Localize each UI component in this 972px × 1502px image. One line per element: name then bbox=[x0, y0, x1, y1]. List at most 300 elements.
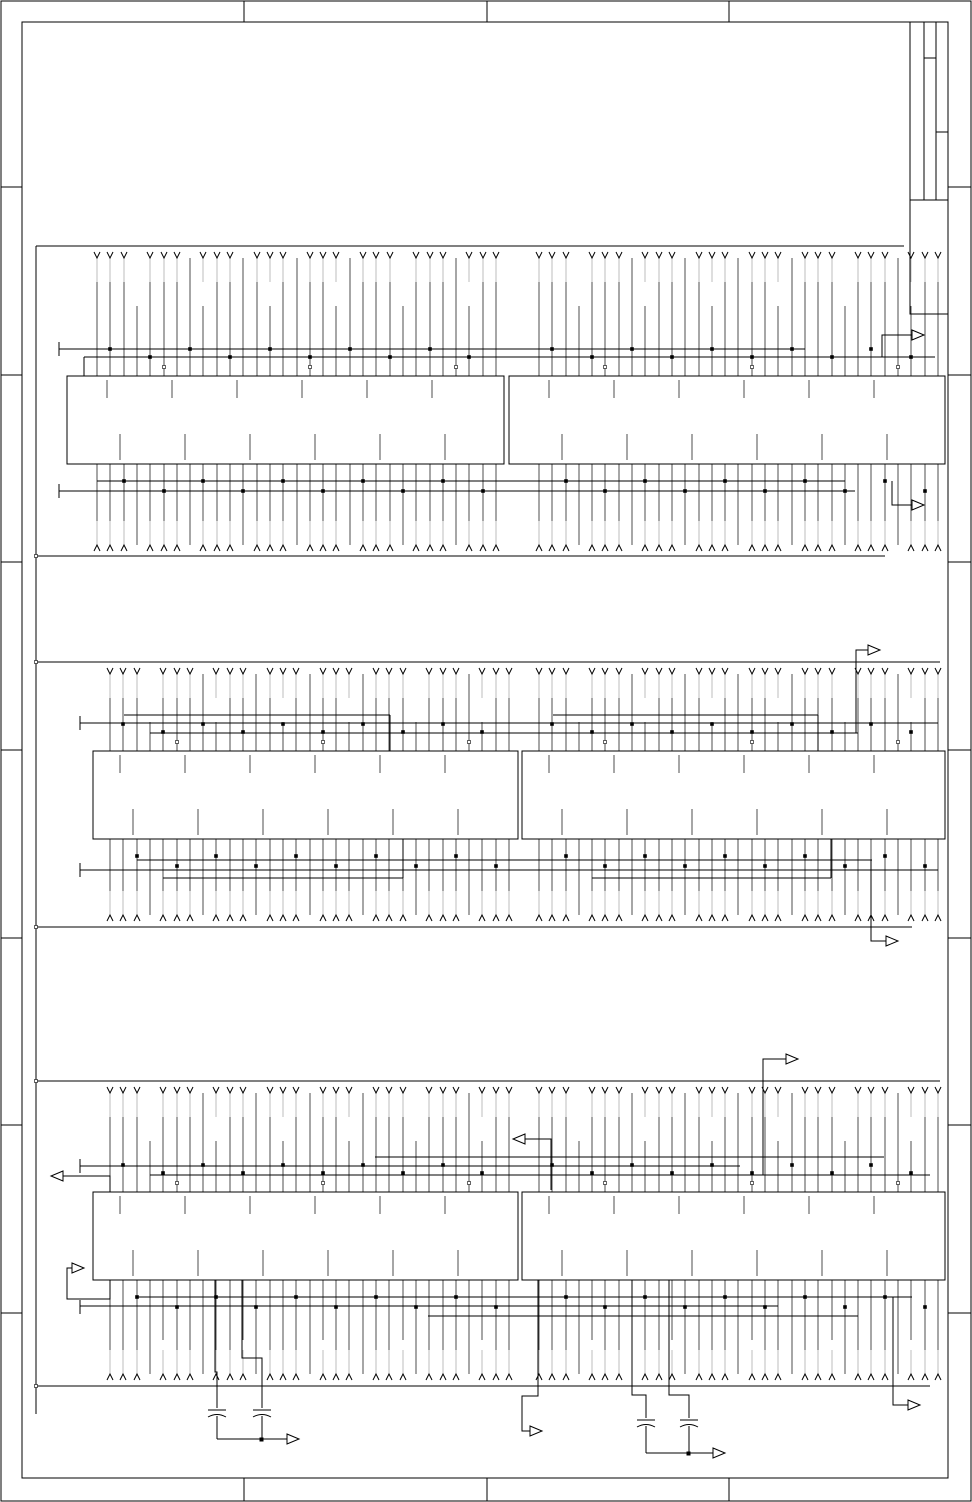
bus-tap bbox=[400, 915, 406, 921]
bus-tap bbox=[161, 545, 167, 551]
bus-tap bbox=[815, 545, 821, 551]
bus-tap bbox=[254, 252, 260, 258]
offpage-arrow-12 bbox=[646, 1448, 725, 1458]
bus-tap bbox=[107, 915, 113, 921]
bus-tap bbox=[280, 1087, 286, 1093]
bus-tap bbox=[267, 1087, 273, 1093]
junction-dot bbox=[282, 1164, 285, 1167]
junction-dot bbox=[591, 1172, 594, 1175]
bus-tap bbox=[426, 915, 432, 921]
bus-tap bbox=[506, 1087, 512, 1093]
junction-dot bbox=[389, 356, 392, 359]
junction-dot bbox=[910, 356, 913, 359]
junction-dot bbox=[684, 1306, 687, 1309]
bus-tap bbox=[227, 915, 233, 921]
bus-tap bbox=[709, 545, 715, 551]
bus-tap bbox=[563, 1087, 569, 1093]
bus-tap bbox=[453, 915, 459, 921]
module-row-3-left bbox=[93, 1192, 518, 1280]
bus-tap bbox=[749, 668, 755, 674]
bus-tap bbox=[120, 1087, 126, 1093]
junction-dot bbox=[322, 731, 325, 734]
bus-tap bbox=[413, 252, 419, 258]
bus-tap bbox=[656, 668, 662, 674]
bus-tap bbox=[549, 545, 555, 551]
junction-dot bbox=[684, 490, 687, 493]
bus-tap bbox=[762, 545, 768, 551]
junction-dot bbox=[229, 356, 232, 359]
junction-dot bbox=[322, 1182, 325, 1185]
offpage-arrow-8 bbox=[67, 1263, 110, 1299]
bus-tap bbox=[320, 1374, 326, 1380]
bus-tap bbox=[549, 915, 555, 921]
bus-tap bbox=[387, 252, 393, 258]
bus-tap bbox=[802, 545, 808, 551]
bus-tap bbox=[602, 252, 608, 258]
bus-tap bbox=[642, 915, 648, 921]
junction-dot bbox=[711, 723, 714, 726]
zone-ticks-left bbox=[1, 187, 22, 1313]
bus-tap bbox=[386, 1374, 392, 1380]
junction-dot bbox=[442, 480, 445, 483]
bus-tap bbox=[749, 252, 755, 258]
junction-dot bbox=[468, 741, 471, 744]
bus-tap bbox=[426, 668, 432, 674]
bus-tap bbox=[882, 1374, 888, 1380]
bus-tap bbox=[855, 1087, 861, 1093]
junction-dot bbox=[751, 1182, 754, 1185]
bus-tap bbox=[267, 252, 273, 258]
bus-tap bbox=[373, 252, 379, 258]
bus-tap bbox=[373, 1087, 379, 1093]
offpage-arrow-3 bbox=[856, 645, 880, 733]
bus-tap bbox=[373, 915, 379, 921]
bus-tap bbox=[161, 252, 167, 258]
junction-dot bbox=[149, 356, 152, 359]
junction-dot bbox=[495, 1306, 498, 1309]
bus-tap bbox=[107, 1374, 113, 1380]
bus-tap bbox=[669, 545, 675, 551]
junction-dot bbox=[870, 723, 873, 726]
bus-tap bbox=[466, 545, 472, 551]
bus-tap bbox=[922, 1087, 928, 1093]
junction-dot bbox=[897, 741, 900, 744]
bus-tap bbox=[427, 252, 433, 258]
junction-dot bbox=[604, 1306, 607, 1309]
junction-dot bbox=[565, 855, 568, 858]
bus-tap bbox=[868, 1087, 874, 1093]
left-bus-rail bbox=[36, 246, 940, 1414]
bus-tap bbox=[134, 1087, 140, 1093]
junction-dot bbox=[176, 1306, 179, 1309]
junction-dot bbox=[884, 480, 887, 483]
junction-dot bbox=[122, 723, 125, 726]
bus-tap bbox=[320, 915, 326, 921]
junction-dot bbox=[791, 723, 794, 726]
junction-dot bbox=[884, 1296, 887, 1299]
bus-tap bbox=[200, 545, 206, 551]
bus-tap bbox=[227, 1374, 233, 1380]
junction-dot bbox=[282, 723, 285, 726]
junction-dot bbox=[804, 855, 807, 858]
offpage-arrow-6 bbox=[513, 1134, 551, 1190]
junction-dot bbox=[455, 855, 458, 858]
bus-tap bbox=[214, 545, 220, 551]
junction-dot bbox=[335, 865, 338, 868]
junction-dot bbox=[671, 731, 674, 734]
junction-dot bbox=[468, 356, 471, 359]
junction-dot bbox=[202, 480, 205, 483]
bus-tap bbox=[333, 915, 339, 921]
bus-tap bbox=[922, 252, 928, 258]
junction-dot bbox=[362, 1164, 365, 1167]
bus-tap bbox=[373, 1374, 379, 1380]
junction-dot bbox=[269, 348, 272, 351]
bus-tap bbox=[187, 1087, 193, 1093]
bus-tap bbox=[293, 1374, 299, 1380]
junction-dot bbox=[764, 865, 767, 868]
junction-dot bbox=[684, 865, 687, 868]
bus-tap bbox=[413, 545, 419, 551]
junction-dot bbox=[604, 741, 607, 744]
bus-tap bbox=[227, 1087, 233, 1093]
bus-tap bbox=[775, 915, 781, 921]
bus-tap bbox=[147, 252, 153, 258]
bus-tap bbox=[616, 1374, 622, 1380]
bus-tap bbox=[563, 252, 569, 258]
junction-dot bbox=[644, 480, 647, 483]
bus-tap bbox=[656, 1087, 662, 1093]
junction-dot bbox=[751, 366, 754, 369]
junction-dot bbox=[831, 1172, 834, 1175]
bus-tap bbox=[440, 915, 446, 921]
bus-tap bbox=[453, 668, 459, 674]
junction-dot bbox=[924, 865, 927, 868]
bus-tap bbox=[563, 545, 569, 551]
junction-dot bbox=[924, 1306, 927, 1309]
junction-dot bbox=[551, 348, 554, 351]
bus-tap bbox=[293, 915, 299, 921]
junction-dot bbox=[109, 348, 112, 351]
junction-dot bbox=[604, 1182, 607, 1185]
offpage-arrow-2 bbox=[892, 481, 924, 510]
bus-tap bbox=[536, 252, 542, 258]
bus-tap bbox=[426, 1374, 432, 1380]
junction-dot bbox=[844, 865, 847, 868]
capacitor-group-left bbox=[208, 1280, 271, 1442]
bus-tap bbox=[669, 252, 675, 258]
bus-tap bbox=[386, 1087, 392, 1093]
junction-dot bbox=[322, 1172, 325, 1175]
junction-dot bbox=[429, 348, 432, 351]
bus-tap bbox=[935, 1374, 941, 1380]
bus-tap bbox=[333, 252, 339, 258]
bus-tap bbox=[240, 1087, 246, 1093]
junction-dot bbox=[844, 490, 847, 493]
bus-tap bbox=[386, 668, 392, 674]
bus-tap bbox=[882, 252, 888, 258]
bus-tap bbox=[426, 1087, 432, 1093]
bus-tap bbox=[307, 545, 313, 551]
junction-dot bbox=[751, 356, 754, 359]
bus-tap bbox=[642, 545, 648, 551]
junction-dot bbox=[136, 855, 139, 858]
bus-tap bbox=[616, 545, 622, 551]
bus-tap bbox=[656, 915, 662, 921]
bus-tap bbox=[107, 1087, 113, 1093]
bus-tap bbox=[267, 668, 273, 674]
bus-tap bbox=[829, 915, 835, 921]
bus-tap bbox=[160, 1087, 166, 1093]
junction-dot bbox=[255, 865, 258, 868]
bus-tap bbox=[466, 252, 472, 258]
junction-dot bbox=[910, 1172, 913, 1175]
bus-tap bbox=[213, 1087, 219, 1093]
bus-tap bbox=[536, 915, 542, 921]
bus-tap bbox=[602, 915, 608, 921]
bus-tap bbox=[536, 1087, 542, 1093]
bus-tap bbox=[240, 1374, 246, 1380]
module-row-2-right bbox=[522, 751, 945, 839]
bus-tap bbox=[280, 252, 286, 258]
bus-tap bbox=[589, 545, 595, 551]
bus-tap bbox=[200, 252, 206, 258]
junction-dot bbox=[604, 366, 607, 369]
horizontal-buses bbox=[59, 342, 938, 1316]
bus-tap bbox=[213, 1374, 219, 1380]
bus-tap bbox=[589, 668, 595, 674]
bus-tap bbox=[775, 668, 781, 674]
bus-tap bbox=[333, 668, 339, 674]
junction-dot bbox=[604, 865, 607, 868]
junction-dot bbox=[362, 723, 365, 726]
bus-tap bbox=[453, 1087, 459, 1093]
junction-dot bbox=[482, 490, 485, 493]
junction-dot bbox=[442, 1164, 445, 1167]
bus-tap bbox=[762, 252, 768, 258]
bus-tap bbox=[908, 668, 914, 674]
bus-tap bbox=[908, 252, 914, 258]
bus-tap bbox=[280, 545, 286, 551]
bus-tap bbox=[320, 252, 326, 258]
junction-dot bbox=[591, 356, 594, 359]
bus-tap bbox=[549, 1087, 555, 1093]
bus-tap bbox=[174, 915, 180, 921]
bus-tap bbox=[360, 545, 366, 551]
bus-tap bbox=[882, 915, 888, 921]
junction-dot bbox=[764, 1306, 767, 1309]
bus-tap bbox=[160, 668, 166, 674]
bus-tap bbox=[427, 545, 433, 551]
junction-dot bbox=[402, 1172, 405, 1175]
bus-tap bbox=[506, 1374, 512, 1380]
bus-tap bbox=[868, 668, 874, 674]
bus-tap bbox=[709, 915, 715, 921]
bus-tap bbox=[829, 1374, 835, 1380]
bus-tap bbox=[107, 252, 113, 258]
bus-tap bbox=[775, 545, 781, 551]
junction-dot bbox=[35, 1385, 38, 1388]
bus-tap bbox=[213, 915, 219, 921]
junction-dot bbox=[415, 1306, 418, 1309]
bus-tap bbox=[775, 1087, 781, 1093]
junction-dot bbox=[375, 855, 378, 858]
junction-dot bbox=[631, 1164, 634, 1167]
junction-dot bbox=[481, 1172, 484, 1175]
bus-tap bbox=[360, 252, 366, 258]
bus-tap bbox=[815, 668, 821, 674]
junction-dot bbox=[163, 490, 166, 493]
bus-tap bbox=[696, 1374, 702, 1380]
junction-dot bbox=[242, 490, 245, 493]
bus-tap bbox=[696, 1087, 702, 1093]
junction-dot bbox=[136, 1296, 139, 1299]
junction-dot bbox=[402, 731, 405, 734]
bus-tap bbox=[602, 1374, 608, 1380]
bus-tap bbox=[120, 915, 126, 921]
bus-tap bbox=[480, 545, 486, 551]
junction-dot bbox=[455, 366, 458, 369]
bus-tap bbox=[563, 1374, 569, 1380]
bus-tap bbox=[506, 915, 512, 921]
bus-tap bbox=[722, 668, 728, 674]
bus-tap bbox=[307, 252, 313, 258]
bus-tap bbox=[293, 668, 299, 674]
bus-tap bbox=[749, 1374, 755, 1380]
junction-dot bbox=[644, 1296, 647, 1299]
bus-tap bbox=[386, 915, 392, 921]
module-row-3-right bbox=[522, 1192, 945, 1280]
junction-dot bbox=[724, 1296, 727, 1299]
bus-tap bbox=[493, 915, 499, 921]
bus-tap bbox=[709, 668, 715, 674]
bus-tap bbox=[536, 545, 542, 551]
bus-tap bbox=[107, 545, 113, 551]
junction-dot bbox=[123, 480, 126, 483]
bus-tap bbox=[882, 545, 888, 551]
bus-tap bbox=[855, 1374, 861, 1380]
bus-tap bbox=[935, 668, 941, 674]
bus-tap bbox=[493, 545, 499, 551]
bus-tap bbox=[453, 1374, 459, 1380]
junction-dot bbox=[349, 348, 352, 351]
bus-tap bbox=[935, 1087, 941, 1093]
bus-tap bbox=[709, 252, 715, 258]
bus-tap bbox=[536, 1374, 542, 1380]
offpage-arrow-10 bbox=[893, 1297, 920, 1410]
bus-tap bbox=[802, 668, 808, 674]
junction-dot bbox=[442, 723, 445, 726]
bus-tap bbox=[882, 668, 888, 674]
junction-dot bbox=[751, 1172, 754, 1175]
bus-tap bbox=[762, 1374, 768, 1380]
junction-dot bbox=[176, 741, 179, 744]
junction-dot bbox=[455, 1296, 458, 1299]
module-row-2-left bbox=[93, 751, 518, 839]
bus-tap bbox=[387, 545, 393, 551]
bus-tap bbox=[922, 1374, 928, 1380]
junction-dot bbox=[711, 1164, 714, 1167]
bus-tap bbox=[373, 545, 379, 551]
bus-tap bbox=[589, 252, 595, 258]
junction-dots bbox=[35, 348, 927, 1388]
bus-tap bbox=[134, 1374, 140, 1380]
junction-dot bbox=[202, 723, 205, 726]
bus-tap bbox=[815, 252, 821, 258]
bus-tap bbox=[227, 252, 233, 258]
bus-tap bbox=[240, 668, 246, 674]
bus-tap bbox=[549, 252, 555, 258]
bus-tap bbox=[829, 668, 835, 674]
junction-dot bbox=[551, 723, 554, 726]
junction-dot bbox=[402, 490, 405, 493]
junction-dot bbox=[897, 366, 900, 369]
bus-tap bbox=[94, 545, 100, 551]
bus-tap bbox=[722, 545, 728, 551]
offpage-arrows bbox=[51, 330, 924, 1458]
junction-dot bbox=[176, 1182, 179, 1185]
junction-dot bbox=[671, 1172, 674, 1175]
bus-tap bbox=[868, 1374, 874, 1380]
bus-tap bbox=[855, 915, 861, 921]
bus-tap bbox=[214, 252, 220, 258]
bus-tap bbox=[616, 668, 622, 674]
junction-dot bbox=[884, 855, 887, 858]
bus-tap bbox=[280, 668, 286, 674]
bus-tap bbox=[802, 252, 808, 258]
junction-dot bbox=[724, 855, 727, 858]
bus-tap bbox=[174, 252, 180, 258]
junction-dot bbox=[375, 1296, 378, 1299]
bus-tap bbox=[616, 915, 622, 921]
bus-tap bbox=[506, 668, 512, 674]
bus-tap bbox=[480, 252, 486, 258]
junction-dot bbox=[468, 1182, 471, 1185]
bus-tap bbox=[922, 545, 928, 551]
junction-dot bbox=[309, 366, 312, 369]
bus-tap bbox=[696, 668, 702, 674]
junction-dot bbox=[481, 731, 484, 734]
junction-dot bbox=[764, 490, 767, 493]
junction-dot bbox=[844, 1306, 847, 1309]
bus-tap bbox=[696, 252, 702, 258]
bus-tap bbox=[642, 1087, 648, 1093]
bus-tap bbox=[147, 545, 153, 551]
bus-tap bbox=[589, 1087, 595, 1093]
title-block bbox=[910, 22, 948, 314]
bus-tap bbox=[174, 668, 180, 674]
junction-dot bbox=[242, 1172, 245, 1175]
bus-tap bbox=[549, 668, 555, 674]
junction-dot bbox=[35, 926, 38, 929]
junction-dot bbox=[415, 865, 418, 868]
bus-tap bbox=[346, 1374, 352, 1380]
bus-tap bbox=[656, 1374, 662, 1380]
junction-dot bbox=[335, 1306, 338, 1309]
bus-tap bbox=[333, 1374, 339, 1380]
junction-dot bbox=[631, 723, 634, 726]
bus-tap bbox=[493, 1087, 499, 1093]
junction-dot bbox=[604, 490, 607, 493]
bus-tap bbox=[121, 252, 127, 258]
bus-tap bbox=[333, 545, 339, 551]
bus-tap bbox=[775, 1374, 781, 1380]
bus-tap bbox=[815, 1374, 821, 1380]
bus-tap bbox=[908, 915, 914, 921]
bus-tap bbox=[107, 668, 113, 674]
junction-dot bbox=[804, 1296, 807, 1299]
junction-dot bbox=[631, 348, 634, 351]
